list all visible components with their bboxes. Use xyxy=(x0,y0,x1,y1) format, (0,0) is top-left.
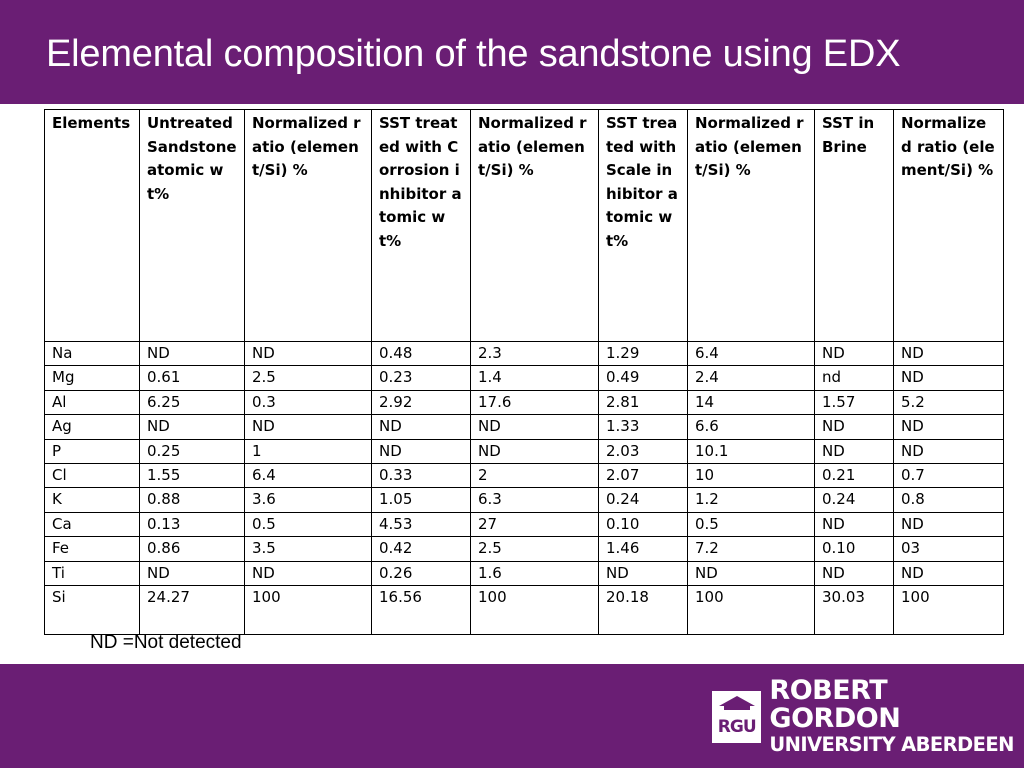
table-cell: 0.33 xyxy=(372,463,471,487)
logo-line-2: UNIVERSITY ABERDEEN xyxy=(769,733,1014,756)
mortarboard-band xyxy=(724,706,750,710)
cell-element: Cl xyxy=(45,463,140,487)
header-brine: SST in Brine xyxy=(815,110,894,342)
table-cell: ND xyxy=(894,439,1004,463)
table-cell: 100 xyxy=(245,585,372,634)
table-cell: 0.24 xyxy=(599,488,688,512)
table-cell: ND xyxy=(372,439,471,463)
table-cell: 0.23 xyxy=(372,366,471,390)
table-cell: 100 xyxy=(688,585,815,634)
table-cell: 3.5 xyxy=(245,537,372,561)
table-cell: 2.5 xyxy=(245,366,372,390)
table-cell: ND xyxy=(894,415,1004,439)
table-row xyxy=(45,390,1004,414)
composition-table xyxy=(44,109,1004,635)
table-cell: 0.5 xyxy=(245,512,372,536)
table-cell: 0.48 xyxy=(372,342,471,366)
header-normalized-corrosion: Normalized ratio (element/Si) % xyxy=(471,110,599,342)
table-cell: ND xyxy=(815,512,894,536)
table-cell: 1.2 xyxy=(688,488,815,512)
table-cell: 24.27 xyxy=(140,585,245,634)
table-cell: 2.3 xyxy=(471,342,599,366)
table-cell: ND xyxy=(688,561,815,585)
table-cell: ND xyxy=(245,342,372,366)
header-normalized-scale: Normalized ratio (element/Si) % xyxy=(688,110,815,342)
table-cell: 1 xyxy=(245,439,372,463)
table-cell: 2.92 xyxy=(372,390,471,414)
table-cell: ND xyxy=(471,415,599,439)
table-cell: ND xyxy=(894,366,1004,390)
header-elements: Elements xyxy=(45,110,140,342)
table-cell: ND xyxy=(140,415,245,439)
table-cell: 6.6 xyxy=(688,415,815,439)
table-cell: 6.4 xyxy=(688,342,815,366)
cell-element: Al xyxy=(45,390,140,414)
logo-line-1: ROBERT GORDON xyxy=(769,675,901,734)
table-cell: 10 xyxy=(688,463,815,487)
header-scale-inhibitor: SST treated with Scale inhibitor atomic wt% xyxy=(599,110,688,342)
university-logo xyxy=(712,675,1024,756)
header-normalized-untreated: Normalized ratio (element/Si) % xyxy=(245,110,372,342)
header-corrosion-inhibitor: SST treated with Corrosion inhibitor atomic wt% xyxy=(372,110,471,342)
table-row xyxy=(45,561,1004,585)
table-row xyxy=(45,463,1004,487)
table-cell: ND xyxy=(140,342,245,366)
slide-title: Elemental composition of the sandstone using EDX xyxy=(46,33,901,75)
rgu-crest-icon xyxy=(712,691,761,743)
table-cell: 0.10 xyxy=(815,537,894,561)
logo-monogram: RGU xyxy=(717,717,756,737)
table-cell: ND xyxy=(599,561,688,585)
table-cell: 0.21 xyxy=(815,463,894,487)
cell-element: Ag xyxy=(45,415,140,439)
table-cell: 03 xyxy=(894,537,1004,561)
header-normalized-brine: Normalized ratio (element/Si) % xyxy=(894,110,1004,342)
cell-element: Si xyxy=(45,585,140,634)
table-cell: ND xyxy=(815,415,894,439)
table-cell: 0.61 xyxy=(140,366,245,390)
table-cell: 0.25 xyxy=(140,439,245,463)
table-cell: 2.4 xyxy=(688,366,815,390)
logo-wordmark xyxy=(769,677,1024,757)
table-cell: 17.6 xyxy=(471,390,599,414)
table-row xyxy=(45,537,1004,561)
table-cell: 14 xyxy=(688,390,815,414)
table-cell: 100 xyxy=(894,585,1004,634)
table-cell: 1.05 xyxy=(372,488,471,512)
table-cell: 0.3 xyxy=(245,390,372,414)
table-cell: 0.42 xyxy=(372,537,471,561)
table-cell: ND xyxy=(140,561,245,585)
table-row xyxy=(45,488,1004,512)
table-cell: 2 xyxy=(471,463,599,487)
table-cell: 2.81 xyxy=(599,390,688,414)
cell-element: Na xyxy=(45,342,140,366)
table-cell: ND xyxy=(815,439,894,463)
title-bar xyxy=(0,0,1024,104)
table-cell: 0.7 xyxy=(894,463,1004,487)
table-row xyxy=(45,585,1004,634)
table-cell: 0.10 xyxy=(599,512,688,536)
cell-element: Ca xyxy=(45,512,140,536)
table-cell: nd xyxy=(815,366,894,390)
cell-element: P xyxy=(45,439,140,463)
cell-element: Fe xyxy=(45,537,140,561)
table-cell: 1.29 xyxy=(599,342,688,366)
table-row xyxy=(45,512,1004,536)
table-cell: 30.03 xyxy=(815,585,894,634)
table-cell: ND xyxy=(245,415,372,439)
table-row xyxy=(45,342,1004,366)
table-row xyxy=(45,366,1004,390)
table-row xyxy=(45,439,1004,463)
table-cell: 2.03 xyxy=(599,439,688,463)
table-cell: 100 xyxy=(471,585,599,634)
footnote-nd: ND =Not detected xyxy=(90,632,242,653)
table-cell: ND xyxy=(894,561,1004,585)
table-cell: 0.24 xyxy=(815,488,894,512)
table-cell: 0.5 xyxy=(688,512,815,536)
composition-table-container xyxy=(44,109,1004,635)
table-cell: 16.56 xyxy=(372,585,471,634)
table-cell: 5.2 xyxy=(894,390,1004,414)
table-cell: 0.49 xyxy=(599,366,688,390)
table-cell: ND xyxy=(245,561,372,585)
table-cell: 4.53 xyxy=(372,512,471,536)
cell-element: Mg xyxy=(45,366,140,390)
table-cell: 6.3 xyxy=(471,488,599,512)
table-cell: 0.86 xyxy=(140,537,245,561)
table-cell: ND xyxy=(894,342,1004,366)
header-untreated: Untreated Sandstone atomic wt% xyxy=(140,110,245,342)
mortarboard-icon xyxy=(719,696,755,706)
table-cell: 1.46 xyxy=(599,537,688,561)
table-cell: 0.26 xyxy=(372,561,471,585)
table-cell: 1.33 xyxy=(599,415,688,439)
table-cell: ND xyxy=(815,342,894,366)
table-cell: 0.8 xyxy=(894,488,1004,512)
table-cell: ND xyxy=(894,512,1004,536)
table-cell: 10.1 xyxy=(688,439,815,463)
table-header-row xyxy=(45,110,1004,342)
table-cell: 0.13 xyxy=(140,512,245,536)
cell-element: Ti xyxy=(45,561,140,585)
table-cell: 1.57 xyxy=(815,390,894,414)
table-cell: 2.5 xyxy=(471,537,599,561)
table-cell: ND xyxy=(815,561,894,585)
table-cell: 3.6 xyxy=(245,488,372,512)
table-cell: 0.88 xyxy=(140,488,245,512)
table-cell: 27 xyxy=(471,512,599,536)
table-row xyxy=(45,415,1004,439)
table-cell: 6.4 xyxy=(245,463,372,487)
table-cell: ND xyxy=(372,415,471,439)
cell-element: K xyxy=(45,488,140,512)
table-cell: ND xyxy=(471,439,599,463)
table-body xyxy=(45,342,1004,635)
table-cell: 1.4 xyxy=(471,366,599,390)
table-cell: 1.6 xyxy=(471,561,599,585)
table-cell: 1.55 xyxy=(140,463,245,487)
table-cell: 2.07 xyxy=(599,463,688,487)
table-cell: 6.25 xyxy=(140,390,245,414)
table-cell: 20.18 xyxy=(599,585,688,634)
table-cell: 7.2 xyxy=(688,537,815,561)
